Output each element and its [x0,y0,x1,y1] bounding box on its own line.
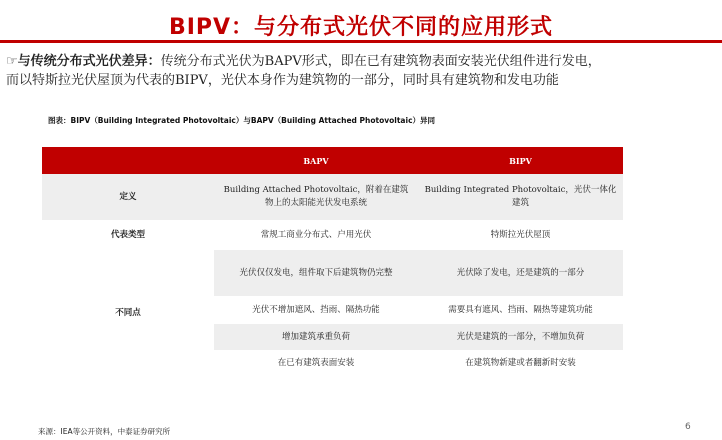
pointing-hand-icon: ☞ [6,54,18,69]
cell-bipv-diff-4: 在建筑物新建或者翻新时安装 [465,357,576,368]
header-cell-bipv: BIPV [418,147,623,174]
cell-bapv-definition: Building Attached Photovoltaic，附着在建筑物上的太阳能光伏发电系统 [214,174,418,220]
header-cell-blank [42,147,214,174]
cell-bapv-diff-4: 在已有建筑表面安装 [277,357,355,368]
row-label-type: 代表类型 [110,229,145,240]
cell-bapv-diff-3: 增加建筑承重负荷 [214,324,418,350]
header-cell-bapv: BAPV [214,147,418,174]
intro-text-line2: 而以特斯拉光伏屋顶为代表的BIPV，光伏本身作为建筑物的一部分，同时具有建筑物和发电功能 [6,73,559,88]
row-label-definition: 定义 [42,174,214,220]
intro-paragraph [6,52,718,90]
cell-bipv-diff-1: 光伏除了发电，还是建筑的一部分 [418,250,623,296]
cell-bapv-diff-2: 光伏不增加遮风、挡雨、隔热功能 [252,304,380,315]
slide-title: BIPV：与分布式光伏不同的应用形式 [168,15,554,40]
intro-bold-lead: 与传统分布式光伏差异： [17,54,161,69]
page-number: 6 [685,422,691,432]
cell-bipv-diff-3: 光伏是建筑的一部分，不增加负荷 [418,324,623,350]
cell-bipv-type: 特斯拉光伏屋顶 [490,229,551,240]
cell-bapv-type: 常规工商业分布式、户用光伏 [260,229,372,240]
cell-bipv-diff-2: 需要具有遮风、挡雨、隔热等建筑功能 [448,304,593,315]
intro-text-line1: 传统分布式光伏为BAPV形式，即在已有建筑物表面安装光伏组件进行发电， [160,54,601,69]
cell-bapv-diff-1: 光伏仅仅发电，组件取下后建筑物仍完整 [214,250,418,296]
table-caption: 图表：BIPV（Building Integrated Photovoltaic）与BAPV（Building Attached Photovoltaic）异同 [48,116,436,125]
row-label-differences: 不同点 [115,307,141,318]
title-divider [0,40,722,43]
cell-bipv-definition: Building Integrated Photovoltaic，光伏一体化建筑 [418,174,623,220]
source-note: 来源：IEA等公开资料，中泰证券研究所 [38,427,171,436]
